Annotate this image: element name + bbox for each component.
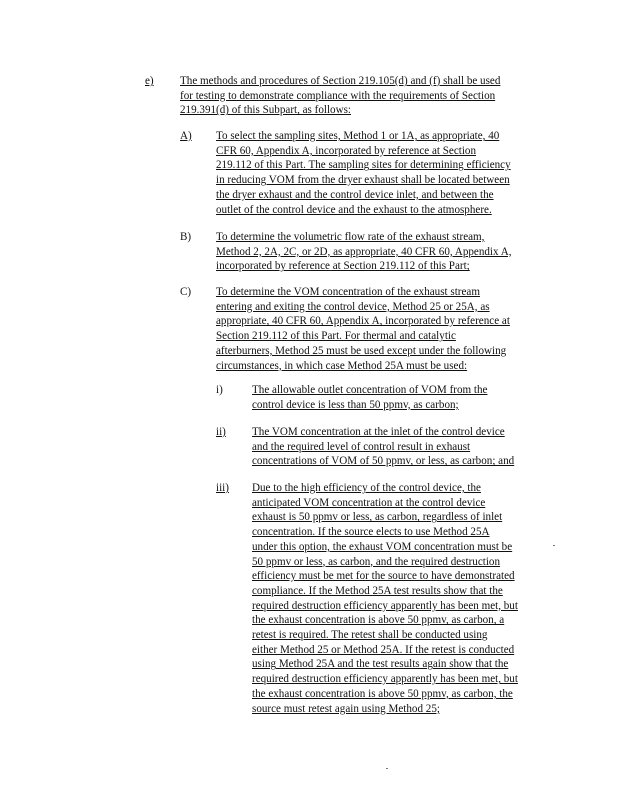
text-line: either Method 25 or Method 25A. If the retest is conducted [252,643,515,656]
item-c-label: C) [180,286,192,298]
item-b-label: B) [180,231,192,243]
text-line: exhaust is 50 ppmv or less, as carbon, regardless of inlet [252,511,503,524]
text-line: To determine the volumetric flow rate of the exhaust stream, [216,231,485,243]
text-line: Section 219.112 of this Part. For thermal and catalytic [216,330,456,343]
text-line: control device is less than 50 ppmv, as carbon; [252,398,459,411]
text-line: entering and exiting the control device, Method 25 or 25A, as [216,300,490,313]
scan-speck [386,768,388,769]
text-line: appropriate, 40 CFR 60, Appendix A, incorporated by reference at [216,315,510,328]
text-line: concentrations of VOM of 50 ppmv, or less, as carbon; and [252,455,515,468]
text-line: in reducing VOM from the dryer exhaust shall be located between [216,174,510,187]
text-line: 50 ppmv or less, as carbon, and the required destruction [252,555,501,568]
text-line: incorporated by reference at Section 219.112 of this Part; [216,260,470,273]
text-line: Due to the high efficiency of the control device, the [252,482,481,494]
text-line: and the required level of control result in exhaust [252,440,471,453]
text-line: for testing to demonstrate compliance with the requirements of Section [180,89,496,102]
item-b-text [216,230,512,274]
text-line: retest is required. The retest shall be conducted using [252,629,488,642]
text-line: the exhaust concentration is above 50 ppmv, as carbon, a [252,614,505,627]
text-line: 219.112 of this Part. The sampling sites for determining efficiency [216,159,511,172]
text-line: circumstances, in which case Method 25A must be used: [216,359,468,372]
text-line: compliance. If the Method 25A test results show that the [252,584,503,597]
text-line: anticipated VOM concentration at the control device [252,496,486,509]
item-e-label: e) [145,75,154,87]
text-line: The VOM concentration at the inlet of the control device [252,426,505,438]
text-line: outlet of the control device and the exhaust to the atmosphere. [216,203,492,216]
item-iii-text [252,481,518,716]
text-line: the exhaust concentration is above 50 ppmv, as carbon, the [252,687,513,700]
item-c-text [216,285,510,373]
text-line: 219.391(d) of this Subpart, as follows: [180,104,352,117]
item-i-text [252,383,487,412]
text-line: The allowable outlet concentration of VOM from the [252,384,488,396]
scan-speck [553,545,555,546]
text-line: concentration. If the source elects to use Method 25A [252,526,490,539]
item-ii-label: ii) [216,426,226,438]
text-line: The methods and procedures of Section 219.105(d) and (f) shall be used [180,75,501,87]
item-ii-text [252,425,514,469]
text-line: efficiency must be met for the source to have demonstrated [252,570,515,583]
text-line: using Method 25A and the test results again show that the [252,658,509,671]
text-line: the dryer exhaust and the control device inlet, and between the [216,188,494,201]
text-line: afterburners, Method 25 must be used except under the following [216,344,507,357]
text-line: To determine the VOM concentration of the exhaust stream [216,286,480,298]
text-line: required destruction efficiency apparently has been met, but [252,599,518,612]
item-iii-label: iii) [216,482,229,494]
item-e-text [180,74,500,118]
item-a-text [216,129,511,217]
text-line: CFR 60, Appendix A, incorporated by reference at Section [216,144,477,157]
text-line: under this option, the exhaust VOM concentration must be [252,540,513,553]
text-line: source must retest again using Method 25; [252,702,440,715]
text-line: Method 2, 2A, 2C, or 2D, as appropriate, 40 CFR 60, Appendix A, [216,245,512,258]
text-line: To select the sampling sites, Method 1 or 1A, as appropriate, 40 [216,130,500,142]
item-i-label: i) [216,384,223,396]
item-a-label: A) [180,130,192,142]
text-line: required destruction efficiency apparently has been met, but [252,673,518,686]
